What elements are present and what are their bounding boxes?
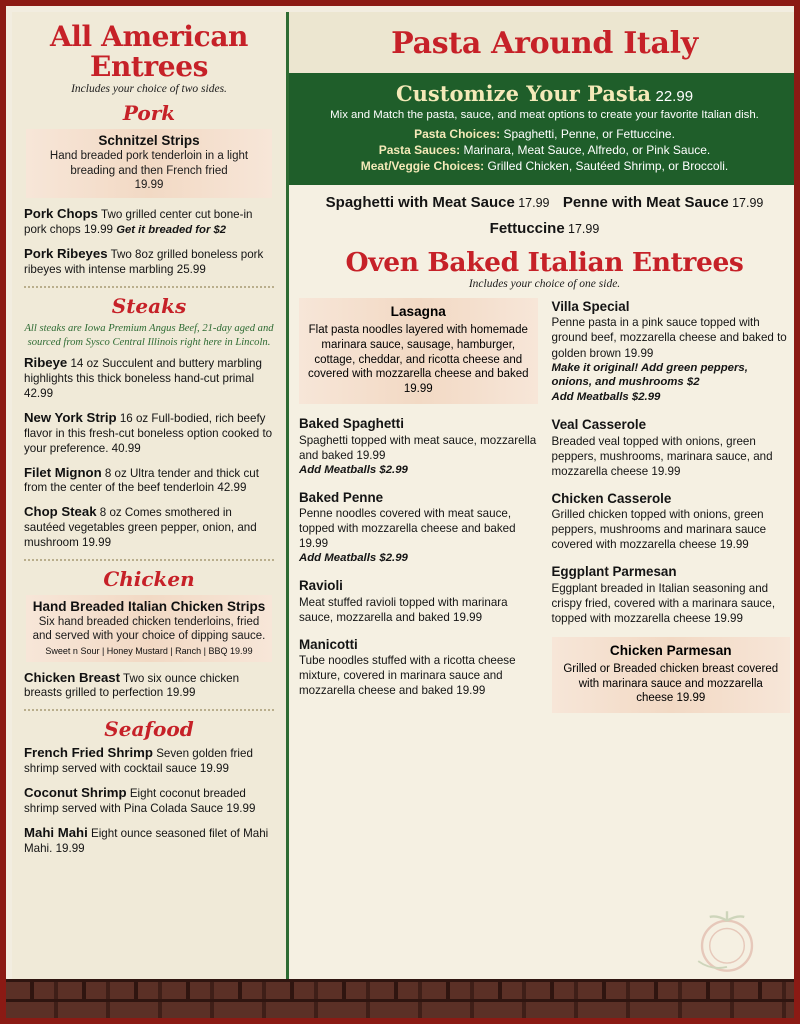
item-name: Coconut Shrimp — [24, 784, 127, 800]
featured-item-hand-breaded-italian-chicken-strips — [26, 595, 272, 662]
section-title-chicken: Chicken — [103, 566, 195, 591]
item-desc: Meat stuffed ravioli topped with marinara sauce, mozzarella and baked — [299, 595, 508, 624]
menu-item-manicotti — [299, 636, 538, 699]
section-title-steaks: Steaks — [111, 293, 187, 318]
item-desc: Six hand breaded chicken tenderloins, fried and served with your choice of dipping sauce. — [32, 615, 266, 643]
item-desc: Eggplant breaded in Italian seasoning and crispy fried, covered with a marinara sauce, topped with mozzarella cheese — [551, 581, 776, 625]
item-desc: Eight coconut breaded shrimp served with Pina Colada Sauce — [24, 786, 246, 815]
item-name: Pork Ribeyes — [24, 246, 108, 262]
brick-footer — [6, 979, 800, 1018]
menu-item-baked-spaghetti — [299, 415, 538, 477]
item-addon: Make it original! Add green peppers, onions, and mushrooms $2 — [551, 361, 748, 389]
item-desc: Two six ounce chicken breasts grilled to perfection — [24, 671, 240, 700]
menu-item-chop-steak — [24, 504, 274, 551]
item-name: Veal Casserole — [551, 417, 647, 433]
customize-price: 22.99 — [655, 88, 694, 105]
item-price: 42.99 — [24, 387, 54, 401]
item-name: New York Strip — [24, 409, 117, 425]
menu-item-villa-special — [552, 298, 791, 405]
pasta-line-row-1 — [289, 194, 800, 211]
oven-column-right — [552, 298, 791, 724]
item-desc: Breaded veal topped with onions, green peppers, mushrooms, marinara sauce, and mozzarella cheese — [551, 434, 773, 478]
item-desc: 8 oz Ultra tender and thick cut from the center of the beef tenderloin — [24, 466, 259, 495]
row-value: Spaghetti, Penne, or Fettuccine. — [503, 127, 675, 141]
item-price: 19.99 — [55, 841, 85, 855]
customize-row-pasta-choices — [303, 127, 786, 141]
featured-item-schnitzel-strips — [26, 129, 272, 198]
all-american-subnote: Includes your choice of two sides. — [71, 83, 227, 96]
item-price: 19.99 — [719, 538, 749, 552]
item-price: 19.99 — [226, 801, 256, 815]
row-label: Meat/Veggie Choices: — [360, 159, 485, 173]
page-title-all-american: All American Entrees — [49, 20, 249, 83]
oven-baked-subnote: Includes your choice of one side. — [468, 278, 621, 290]
menu-item-pork-ribeyes — [24, 246, 274, 278]
item-sauce-options: Sweet n Sour | Honey Mustard | Ranch | BBQ 19.99 — [45, 645, 253, 656]
item-price: 19.99 — [166, 686, 196, 700]
divider — [24, 286, 274, 288]
item-addon-2: Add Meatballs $2.99 — [551, 391, 661, 404]
item-desc: Seven golden fried shrimp served with cocktail sauce — [24, 747, 253, 776]
menu-item-pork-chops — [24, 206, 274, 238]
menu-item-ribeye — [24, 355, 274, 402]
item-desc: Grilled or Breaded chicken breast covered with marinara sauce and mozzarella cheese — [563, 662, 779, 705]
item-name: Baked Penne — [299, 489, 384, 505]
item-price: 19.99 — [83, 223, 113, 237]
customize-row-pasta-sauces — [303, 143, 786, 157]
item-desc: Flat pasta noodles layered with homemade marinara sauce, sausage, hamburger, cottage, cheddar, and ricotta cheese and covered with mozzarella cheese and baked — [307, 323, 529, 381]
column-pasta — [289, 12, 800, 994]
item-name: Lasagna — [390, 304, 446, 319]
page-title-pasta: Pasta Around Italy — [289, 12, 800, 73]
item-desc: Two 8oz grilled boneless pork ribeyes with intense marbling — [24, 248, 264, 277]
item-desc: 14 oz Succulent and buttery marbling highlights this thick boneless hand-cut primal — [24, 357, 262, 386]
item-price: 19.99 — [134, 179, 164, 192]
item-name: Mahi Mahi — [24, 824, 88, 840]
item-name: Chicken Casserole — [551, 490, 672, 506]
menu-body — [12, 12, 800, 994]
section-title-seafood: Seafood — [104, 717, 194, 742]
item-price: 19.99 — [199, 762, 229, 776]
item-desc: 8 oz Comes smothered in sautéed vegetables green pepper, onion, and mushroom — [24, 506, 257, 549]
item-addon: Add Meatballs $2.99 — [299, 552, 408, 565]
item-desc: Hand breaded pork tenderloin in a light breading and then French fried — [49, 150, 249, 177]
customize-row-meat-veggie-choices — [303, 159, 786, 173]
menu-item-new-york-strip — [24, 410, 274, 457]
item-desc: Two grilled center cut bone-in pork chops — [24, 208, 253, 237]
featured-item-chicken-parmesan — [552, 637, 791, 713]
brick-row-offset — [0, 982, 800, 999]
menu-item-chicken-casserole — [552, 490, 791, 553]
item-extra: Get it breaded for $2 — [116, 224, 227, 237]
menu-item-french-fried-shrimp — [24, 745, 274, 777]
row-value: Grilled Chicken, Sautéed Shrimp, or Broccoli. — [487, 159, 729, 173]
menu-item-coconut-shrimp — [24, 785, 274, 817]
item-price: 19.99 — [453, 610, 483, 624]
featured-item-lasagna — [299, 298, 538, 404]
menu-item-filet-mignon — [24, 465, 274, 497]
item-name: Eggplant Parmesan — [551, 564, 677, 580]
item-price: 17.99 — [568, 222, 600, 236]
item-price: 40.99 — [111, 441, 141, 455]
customize-title: Customize Your Pasta — [395, 81, 652, 106]
tomato-vine-watermark — [672, 892, 782, 988]
steaks-note: All steaks are Iowa Premium Angus Beef, 21-day aged and sourced from Sysco Central Illinois right here in Lincoln. — [24, 322, 274, 348]
item-name: Villa Special — [551, 299, 630, 314]
item-price: 19.99 — [403, 383, 433, 396]
item-addon: Add Meatballs $2.99 — [299, 463, 408, 476]
item-name: Penne with Meat Sauce — [562, 194, 729, 211]
menu-item-eggplant-parmesan — [552, 563, 791, 626]
item-name: Manicotti — [299, 636, 358, 652]
section-title-oven-baked: Oven Baked Italian Entrees — [345, 247, 744, 278]
menu-item-mahi-mahi — [24, 825, 274, 857]
item-price: 17.99 — [518, 196, 550, 210]
item-price: 42.99 — [217, 481, 247, 495]
item-name: Filet Mignon — [24, 464, 102, 480]
item-name: Schnitzel Strips — [98, 133, 200, 149]
section-title-pork: Pork — [122, 101, 176, 126]
pasta-line-row-2 — [289, 220, 800, 237]
divider — [24, 709, 274, 711]
menu-item-ravioli — [299, 577, 538, 625]
item-price: 19.99 — [713, 611, 743, 625]
item-name: Chicken Breast — [24, 669, 121, 685]
row-value: Marinara, Meat Sauce, Alfredo, or Pink Sauce. — [463, 143, 711, 157]
item-name: French Fried Shrimp — [24, 745, 153, 761]
item-desc: Eight ounce seasoned filet of Mahi Mahi. — [24, 826, 269, 855]
item-name: Chicken Parmesan — [609, 642, 732, 658]
item-name: Baked Spaghetti — [299, 416, 404, 432]
item-desc: 16 oz Full-bodied, rich beefy flavor in this fresh-cut boneless option cooked to your preference. — [24, 411, 273, 455]
item-name: Chop Steak — [24, 504, 97, 520]
customize-heading — [303, 81, 786, 106]
customize-pasta-panel — [289, 73, 800, 185]
item-price: 19.99 — [82, 535, 112, 549]
oven-column-left — [299, 298, 538, 724]
item-price: 19.99 — [299, 537, 329, 551]
item-name: Fettuccine — [489, 220, 565, 237]
customize-subtitle: Mix and Match the pasta, sauce, and meat options to create your favorite Italian dish. — [330, 109, 759, 121]
item-desc: Grilled chicken topped with onions, green peppers, mushrooms and marinara sauce covered with mozzarella cheese — [551, 508, 767, 552]
column-all-american — [12, 12, 289, 994]
item-desc: Penne noodles covered with meat sauce, topped with mozzarella cheese and baked — [299, 507, 516, 536]
item-price: 19.99 — [356, 448, 386, 462]
oven-baked-grid — [289, 298, 800, 724]
item-price: 19.99 — [456, 684, 486, 698]
item-name: Ravioli — [299, 578, 343, 594]
menu-item-veal-casserole — [552, 416, 791, 479]
item-price: 25.99 — [176, 263, 206, 277]
item-desc: Spaghetti topped with meat sauce, mozzarella and baked — [299, 433, 537, 462]
menu-item-baked-penne — [299, 489, 538, 566]
item-name: Pork Chops — [24, 206, 99, 222]
menu-item-chicken-breast — [24, 670, 274, 702]
row-label: Pasta Choices: — [414, 127, 501, 141]
item-name: Hand Breaded Italian Chicken Strips — [32, 598, 266, 614]
item-desc: Penne pasta in a pink sauce topped with ground beef, mozzarella cheese and baked to golden brown — [551, 316, 787, 360]
item-price: 19.99 — [676, 692, 706, 705]
item-name: Spaghetti with Meat Sauce — [325, 194, 515, 211]
item-price: 19.99 — [651, 464, 681, 478]
item-price: 19.99 — [624, 346, 654, 360]
divider — [24, 559, 274, 561]
item-price: 17.99 — [732, 196, 764, 210]
row-label: Pasta Sauces: — [378, 143, 461, 157]
item-desc: Tube noodles stuffed with a ricotta cheese mixture, covered in marinara sauce and mozzarella cheese and baked — [299, 654, 516, 698]
item-name: Ribeye — [24, 355, 68, 371]
